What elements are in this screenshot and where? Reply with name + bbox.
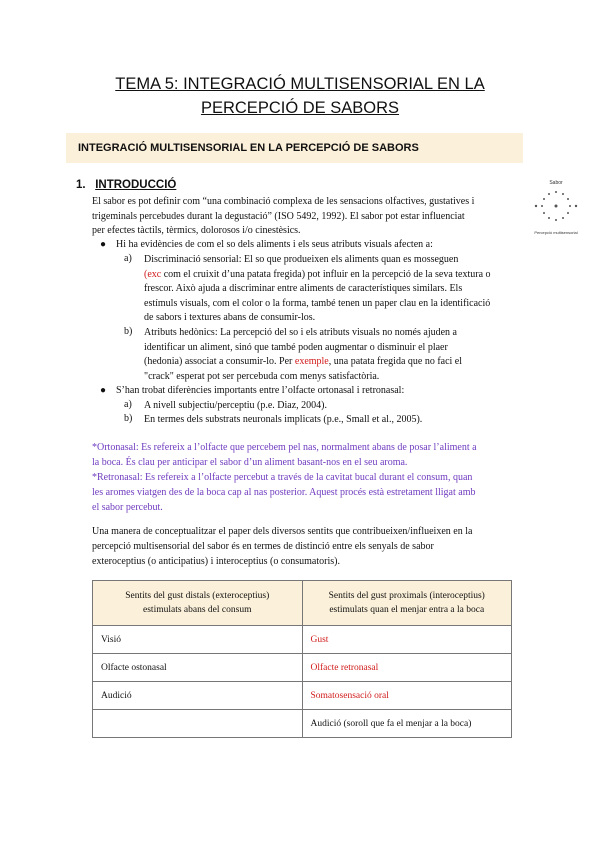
item-b-text bbox=[144, 326, 524, 384]
item-b-line-3-rest: , una patata fregida que no faci el bbox=[328, 356, 463, 367]
header-distal bbox=[93, 581, 303, 626]
intro-line: per efectes tàctils, tèrmics, dolorosos i/o cinestèsics. bbox=[92, 225, 301, 236]
item-b-line: "crack" esperat pot ser percebuda com menys satisfactòria. bbox=[144, 370, 380, 382]
table-header-row bbox=[93, 581, 512, 626]
item-a-line: de sabors i textures abans de consumir-los. bbox=[144, 312, 316, 323]
senses-table bbox=[92, 580, 512, 738]
note-line: les aromes viatgen des de la boca cap al nas posterior. Aquest procés està estretament lligat amb bbox=[92, 487, 476, 498]
header-distal-line-2: estimulats abans del consum bbox=[143, 605, 252, 615]
note-line: el sabor percebut. bbox=[92, 502, 163, 513]
table-row bbox=[93, 682, 512, 710]
paragraph-line: exteroceptius (o anticipatius) i interoceptius (o consumatoris). bbox=[92, 556, 340, 567]
table-row bbox=[93, 626, 512, 654]
table-row bbox=[93, 654, 512, 682]
note-retronasal bbox=[92, 470, 522, 515]
header-proximal bbox=[302, 581, 512, 626]
page-title bbox=[60, 72, 540, 120]
item-b-label: b) bbox=[124, 326, 133, 337]
cell-left: Audició bbox=[93, 682, 303, 710]
intro-line: El sabor es pot definir com “una combinació complexa de les sensacions olfactives, gustatives i bbox=[92, 196, 475, 207]
bullet-1-text: Hi ha evidències de com el so dels aliments i els seus atributs visuals afecten a: bbox=[116, 239, 433, 250]
cell-right: Somatosensació oral bbox=[302, 682, 512, 710]
note-line: *Ortonasal: Es refereix a l’olfacte que percebem pel nas, normalment abans de posar l’aliment a bbox=[92, 442, 477, 453]
header-proximal-line-2: estimulats quan el menjar entra a la boca bbox=[329, 605, 485, 615]
logo-graphic bbox=[528, 176, 584, 242]
cell-right: Olfacte retronasal bbox=[302, 654, 512, 682]
paragraph-line: Una manera de conceptualitzar el paper dels diversos sentits que contribueixen/influeixen en la bbox=[92, 526, 473, 537]
section-title-bar: INTEGRACIÓ MULTISENSORIAL EN LA PERCEPCIÓ DE SABORS bbox=[66, 133, 523, 163]
item-a-label: a) bbox=[124, 253, 132, 264]
heading-number: 1. bbox=[76, 179, 86, 191]
title-line-2: PERCEPCIÓ DE SABORS bbox=[200, 99, 400, 117]
item-a-line: Discriminació sensorial: El so que produeixen els aliments quan es mosseguen bbox=[144, 254, 459, 265]
conceptual-paragraph bbox=[92, 524, 522, 569]
item-b-line-3-start: (hedonia) associat a consumir-lo. Per bbox=[144, 356, 295, 367]
item-c-text: A nivell subjectiu/perceptiu (p.e. Diaz, 2004). bbox=[144, 400, 328, 411]
cell-left: Visió bbox=[93, 626, 303, 654]
header-distal-line-1: Sentits del gust distals (exteroceptius) bbox=[125, 591, 270, 601]
bullet-2-text: S’han trobat diferències importants entre l’olfacte ortonasal i retronasal: bbox=[116, 385, 405, 396]
table-row bbox=[93, 710, 512, 738]
intro-line: trigeminals percebudes durant la degustació” (ISO 5492, 1992). El sabor pot estar influenciat bbox=[92, 210, 465, 222]
item-d-text: En termes dels substrats neuronals implicats (p.e., Small et al., 2005). bbox=[144, 414, 423, 425]
item-b-line-3 bbox=[144, 355, 524, 370]
example-abbrev: (exc bbox=[144, 268, 162, 280]
item-b-line: Atributs hedònics: La percepció del so i els atributs visuals no només ajuden a bbox=[144, 327, 457, 338]
item-a-line: estímuls visuals, com el color o la forma, també tenen un paper clau en la identificació bbox=[144, 297, 491, 309]
item-a-line: frescor. Això ajuda a discriminar entre aliments de característiques similars. Els bbox=[144, 283, 463, 294]
logo-top-text: Sabor bbox=[549, 180, 563, 186]
item-a-line-2 bbox=[144, 268, 524, 283]
cell-left: Olfacte ostonasal bbox=[93, 654, 303, 682]
note-line: *Retronasal: Es refereix a l’olfacte percebut a través de la cavitat bucal durant el consum, quan bbox=[92, 472, 473, 483]
item-c-label: a) bbox=[124, 399, 132, 410]
item-a-text bbox=[144, 253, 524, 326]
cell-right: Audició (soroll que fa el menjar a la boca) bbox=[302, 710, 512, 738]
heading-text: INTRODUCCIÓ bbox=[95, 179, 177, 191]
cell-left bbox=[93, 710, 303, 738]
logo-bottom-text: Percepció multisensorial bbox=[534, 230, 578, 235]
cell-right: Gust bbox=[302, 626, 512, 654]
sabor-logo bbox=[528, 176, 584, 242]
bullet-dot: ● bbox=[100, 239, 107, 250]
header-proximal-line-1: Sentits del gust proximals (interoceptius) bbox=[328, 591, 485, 601]
item-a-line-2-rest: com el cruixit d’una patata fregida) pot influir en la percepció de la seva textura o bbox=[161, 268, 491, 280]
note-line: la boca. És clau per anticipar el sabor d’un aliment basant-nos en el seu aroma. bbox=[92, 457, 408, 468]
item-b-line: identificar un aliment, sinó que també poden augmentar o disminuir el plaer bbox=[144, 341, 448, 353]
heading-introduccio bbox=[76, 179, 176, 191]
note-ortonasal bbox=[92, 440, 522, 470]
bullet-dot: ● bbox=[100, 385, 107, 396]
item-d-label: b) bbox=[124, 413, 133, 424]
paragraph-line: percepció multisensorial del sabor és en termes de distinció entre els senyals de sabor bbox=[92, 541, 434, 552]
example-word: exemple bbox=[294, 356, 329, 367]
title-line-1: TEMA 5: INTEGRACIÓ MULTISENSORIAL EN LA bbox=[115, 75, 485, 93]
intro-paragraph bbox=[92, 195, 512, 239]
